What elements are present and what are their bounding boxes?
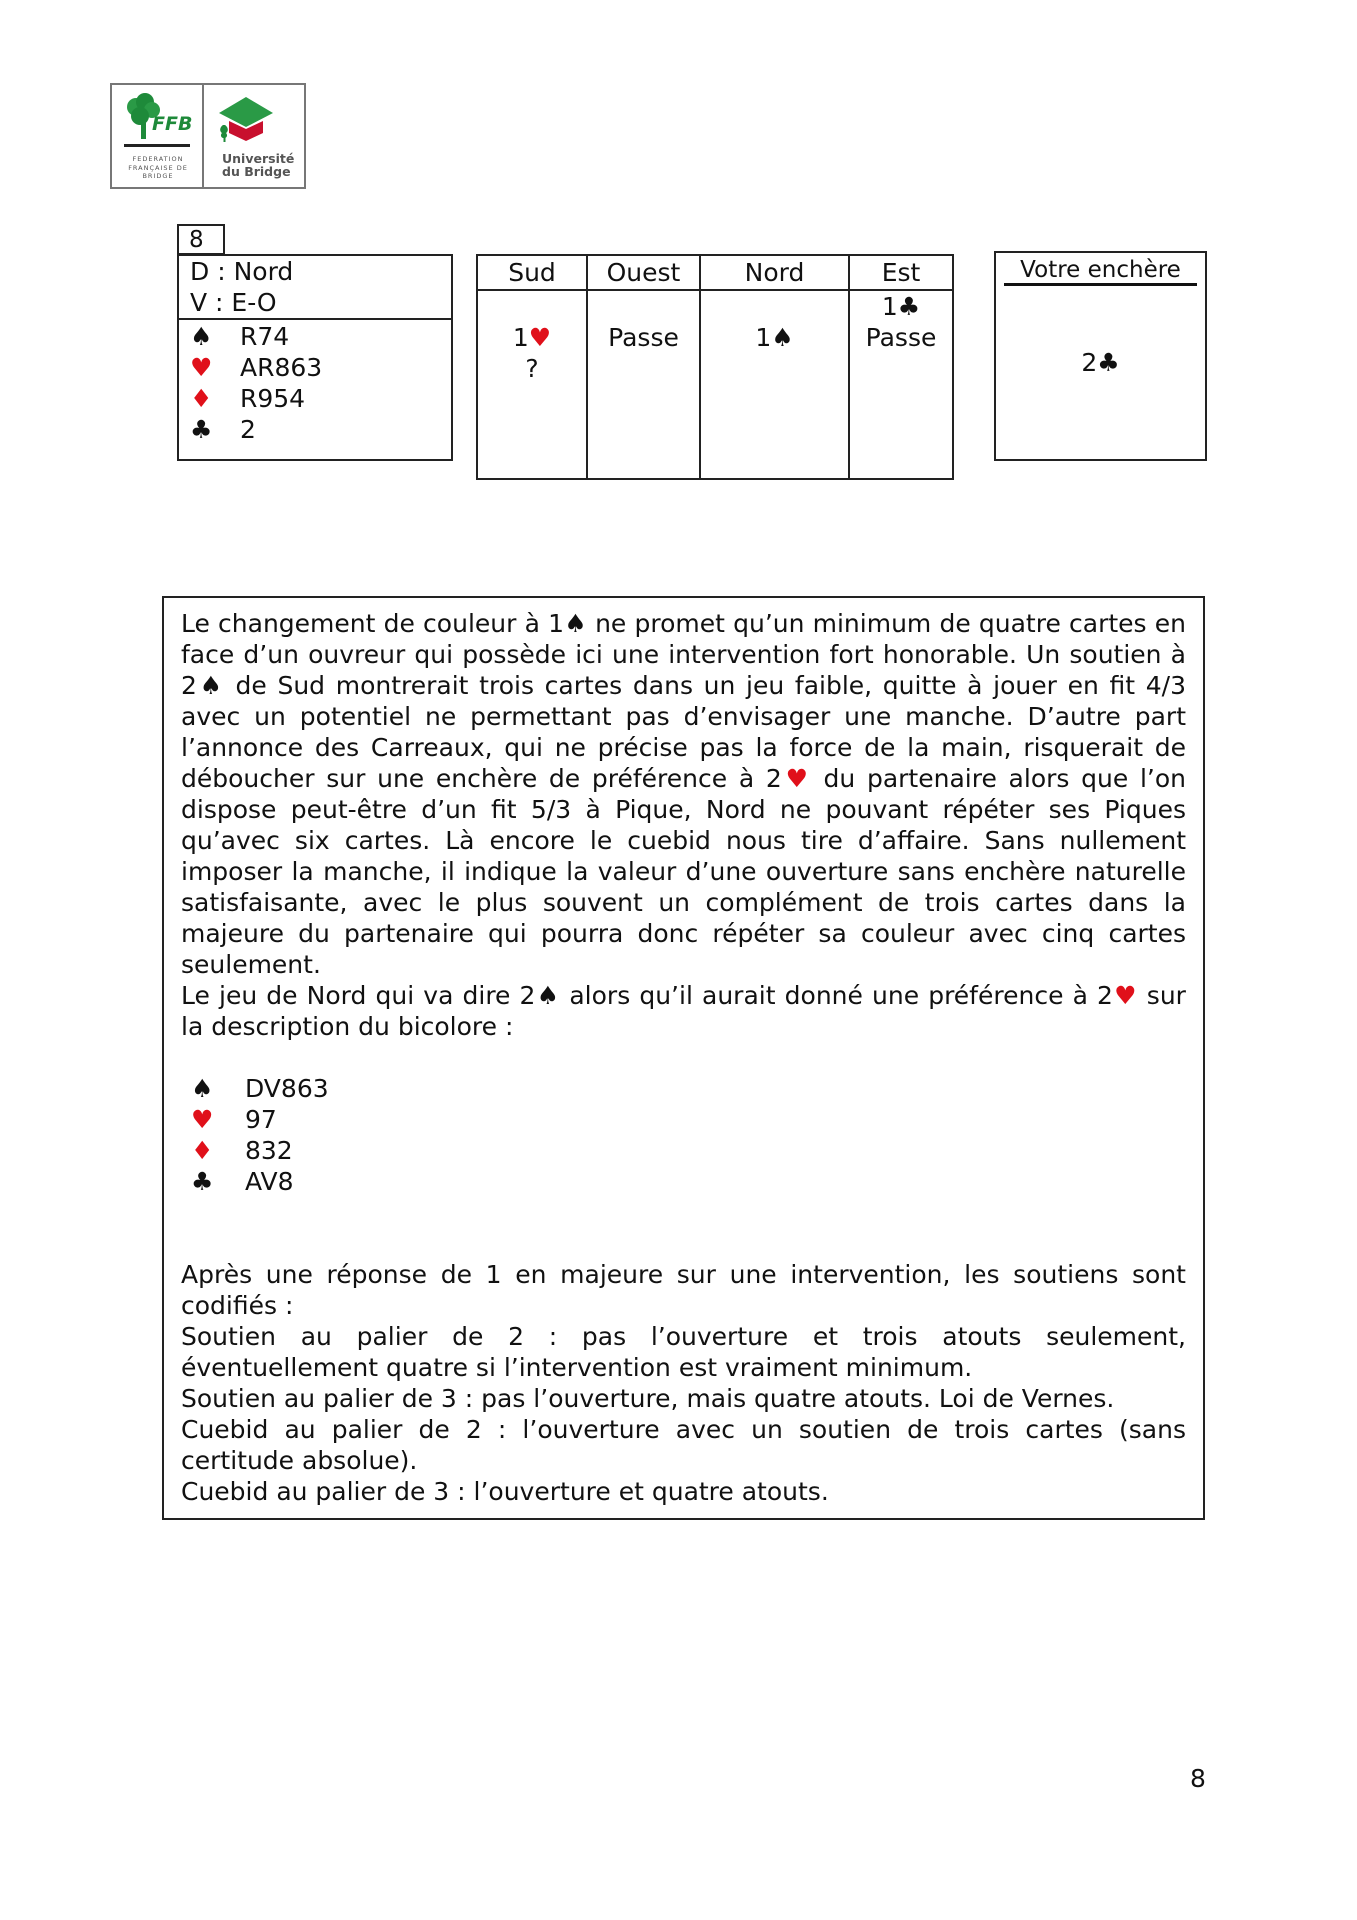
page-number: 8: [1190, 1764, 1206, 1793]
text: de Sud montrerait trois cartes dans un jeu faible, quitte à jouer en fit 4/3 avec un potentiel ne permettant pas d’envisager une manche. D’autre part l’annonce des Carreaux, qui ne précise pas la force de la main, risquerait de déboucher sur une enchère de préférence à 2: [181, 671, 1186, 793]
text: du partenaire alors que l’on dispose peut-être d’un fit 5/3 à Pique, Nord ne pouvant répéter ses Piques qu’avec six cartes. Là encore le cuebid nous tire d’affaire. Sans nullement imposer la manche, il indique la valeur d’une ouverture sans enchère naturelle satisfaisante, avec le plus souvent un complément de trois cartes dans la majeure du partenaire qui pourra donc répéter sa couleur avec cinq cartes seulement.: [181, 764, 1186, 979]
spade-icon: ♠: [564, 609, 587, 638]
club-icon: ♣: [897, 292, 921, 321]
example-diamond-cards: 832: [245, 1136, 293, 1165]
text: alors qu’il aurait donné une préférence à 2: [560, 981, 1113, 1010]
explanation-paragraph-6: Cuebid au palier de 2 : l’ouverture avec un soutien de trois cartes (sans certitude absolue).: [181, 1415, 1186, 1475]
bidding-column-sud: [478, 256, 588, 478]
bid-sud-1: [478, 322, 586, 353]
dealer: D : Nord: [190, 257, 294, 286]
bidding-header-sud: Sud: [478, 256, 586, 291]
bid-est-1: [850, 291, 952, 322]
universite-line1: Université: [222, 151, 295, 166]
explanation-paragraph-5: Soutien au palier de 3 : pas l’ouverture, mais quatre atouts. Loi de Vernes.: [181, 1384, 1115, 1413]
spade-cards: R74: [240, 322, 290, 351]
answer-label: Votre enchère: [1004, 253, 1197, 286]
spade-icon: ♠: [771, 323, 794, 352]
spade-icon: ♠: [535, 981, 561, 1010]
bidding-column-nord: [701, 256, 850, 478]
heart-icon: ♥: [528, 323, 552, 352]
text: Le jeu de Nord qui va dire 2: [181, 981, 536, 1010]
text: sur la description du bicolore :: [181, 981, 1186, 1041]
club-icon: ♣: [1097, 348, 1120, 377]
universite-logo: [204, 85, 304, 187]
ffb-logo: [112, 85, 204, 187]
club-icon: ♣: [190, 415, 213, 444]
answer-level: 2: [1081, 348, 1098, 377]
spade-icon: ♠: [191, 1074, 214, 1103]
example-hand: [181, 1073, 1186, 1197]
example-spade-cards: DV863: [245, 1074, 329, 1103]
example-row-diamonds: [191, 1135, 1186, 1166]
text: ne promet qu’un minimum de quatre cartes en face d’un ouvreur qui possède ici une intervention fort honorable. Un soutien à 2: [181, 609, 1186, 700]
heart-cards: AR863: [240, 353, 323, 382]
explanation-paragraph-2: [181, 980, 1186, 1042]
deal-number: 8: [177, 224, 225, 255]
ffb-name: FFB: [152, 113, 193, 135]
hand-row-hearts: [190, 352, 451, 383]
example-row-clubs: [191, 1166, 1186, 1197]
bid-ouest-1: Passe: [608, 323, 679, 352]
ffb-subtitle: FEDERATION FRANÇAISE DE BRIDGE: [128, 155, 188, 180]
bid-nord-1: [701, 322, 848, 353]
text: Le changement de couleur à 1: [181, 609, 564, 638]
hand-row-diamonds: [190, 383, 451, 414]
bid-level: 1: [881, 292, 898, 321]
example-heart-cards: 97: [245, 1105, 277, 1134]
heart-icon: ♥: [1112, 981, 1138, 1010]
example-row-hearts: [191, 1104, 1186, 1135]
bid-level: 1: [512, 323, 529, 352]
bidding-column-est: [850, 256, 952, 478]
hand-row-clubs: [190, 414, 451, 445]
heart-icon: ♥: [190, 353, 213, 382]
south-hand: [179, 320, 451, 445]
example-club-cards: AV8: [245, 1167, 294, 1196]
deal-header: [179, 256, 451, 320]
heart-icon: ♥: [781, 764, 812, 793]
spade-icon: ♠: [196, 671, 225, 700]
universite-line2: du Bridge: [222, 164, 291, 179]
explanation-paragraph-4: Soutien au palier de 2 : pas l’ouverture et trois atouts seulement, éventuellement quatre si l’intervention est vraiment minimum.: [181, 1322, 1186, 1382]
explanation-paragraph-1: [181, 608, 1186, 980]
universite-name: [222, 152, 294, 178]
example-row-spades: [191, 1073, 1186, 1104]
mortarboard-icon: [204, 85, 304, 149]
answer-box: [994, 251, 1207, 461]
bidding-header-est: Est: [850, 256, 952, 291]
spade-icon: ♠: [190, 322, 213, 351]
answer-value: [996, 348, 1205, 377]
diamond-icon: ♦: [190, 384, 213, 413]
diamond-icon: ♦: [191, 1136, 214, 1165]
explanation-paragraph-7: Cuebid au palier de 3 : l’ouverture et quatre atouts.: [181, 1477, 829, 1506]
bidding-header-ouest: Ouest: [588, 256, 699, 291]
bidding-header-nord: Nord: [701, 256, 848, 291]
club-icon: ♣: [191, 1167, 214, 1196]
bid-level: 1: [755, 323, 772, 352]
bid-sud-2: ?: [525, 354, 539, 383]
deal-box: [177, 254, 453, 461]
vulnerability: V : E-O: [190, 288, 277, 317]
explanation-box: [162, 596, 1205, 1520]
club-cards: 2: [240, 415, 256, 444]
bid-est-2: Passe: [865, 323, 937, 352]
heart-icon: ♥: [191, 1105, 214, 1134]
bidding-table: [476, 254, 954, 480]
bidding-column-ouest: [588, 256, 701, 478]
hand-row-spades: [190, 321, 451, 352]
explanation-paragraph-3: Après une réponse de 1 en majeure sur une intervention, les soutiens sont codifiés :: [181, 1260, 1186, 1320]
diamond-cards: R954: [240, 384, 306, 413]
logo: [110, 83, 306, 189]
